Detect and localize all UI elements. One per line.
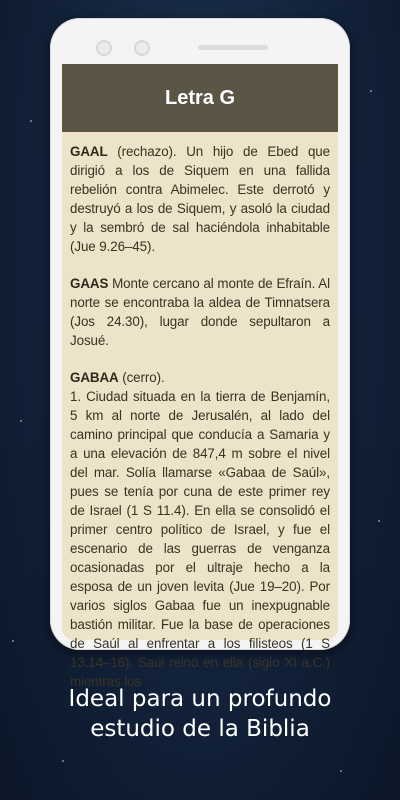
promo-caption — [0, 684, 400, 744]
speaker-grille — [198, 45, 268, 50]
app-bar — [62, 64, 338, 132]
dictionary-content[interactable] — [62, 132, 338, 691]
app-screen — [62, 64, 338, 689]
entry-term: GAAS — [70, 276, 109, 291]
front-camera-icon — [96, 40, 112, 56]
page-title: Letra G — [164, 86, 236, 109]
entry-gabaa — [70, 368, 330, 691]
entry-gaas — [70, 274, 330, 350]
entry-term: GAAL — [70, 144, 108, 159]
entry-text: (rechazo). Un hijo de Ebed que dirigió a los de Siquem en una fallida rebelión contra Abimelec. Este derrotó y destruyó a los de Siquem, y asoló la ciudad y la sembró de sal haciéndola inhabitable (Jue 9.26–45). — [70, 144, 330, 254]
entry-text: Monte cercano al monte de Efraín. Al norte se encontraba la aldea de Timnatsera (Jos 24.30), lugar donde sepultaron a Josué. — [70, 276, 330, 348]
entry-term: GABAA — [70, 370, 119, 385]
entry-gaal — [70, 142, 330, 256]
caption-line-1: Ideal para un profundo — [68, 686, 332, 712]
sensor-icon — [134, 40, 150, 56]
phone-frame — [50, 18, 350, 689]
caption-line-2: estudio de la Biblia — [90, 716, 310, 742]
entry-body: 1. Ciudad situada en la tierra de Benjamín, 5 km al norte de Jerusalén, al lado del camino principal que conducía a Samaria y a una elevación de 847,4 m sobre el nivel del mar. Solía llamarse «Gabaa de Saúl», pues se tenía por cuna de este primer rey de Israel (1 S 11.4). En ella se consolidó el primer centro político de Israel, y fue el escenario de las guerras de venganza ocasionadas por el ultraje hecho a la esposa de un joven levita (Jue 19–20). Por varios siglos Gabaa fue un inexpugnable bastión militar. Fue la base de operaciones de Saúl al enfrentar a los filisteos (1 S 13.14–16). Saúl reinó en ella (siglo XI a.C.) mientras los — [70, 389, 330, 689]
entry-text: (cerro). — [118, 370, 165, 385]
